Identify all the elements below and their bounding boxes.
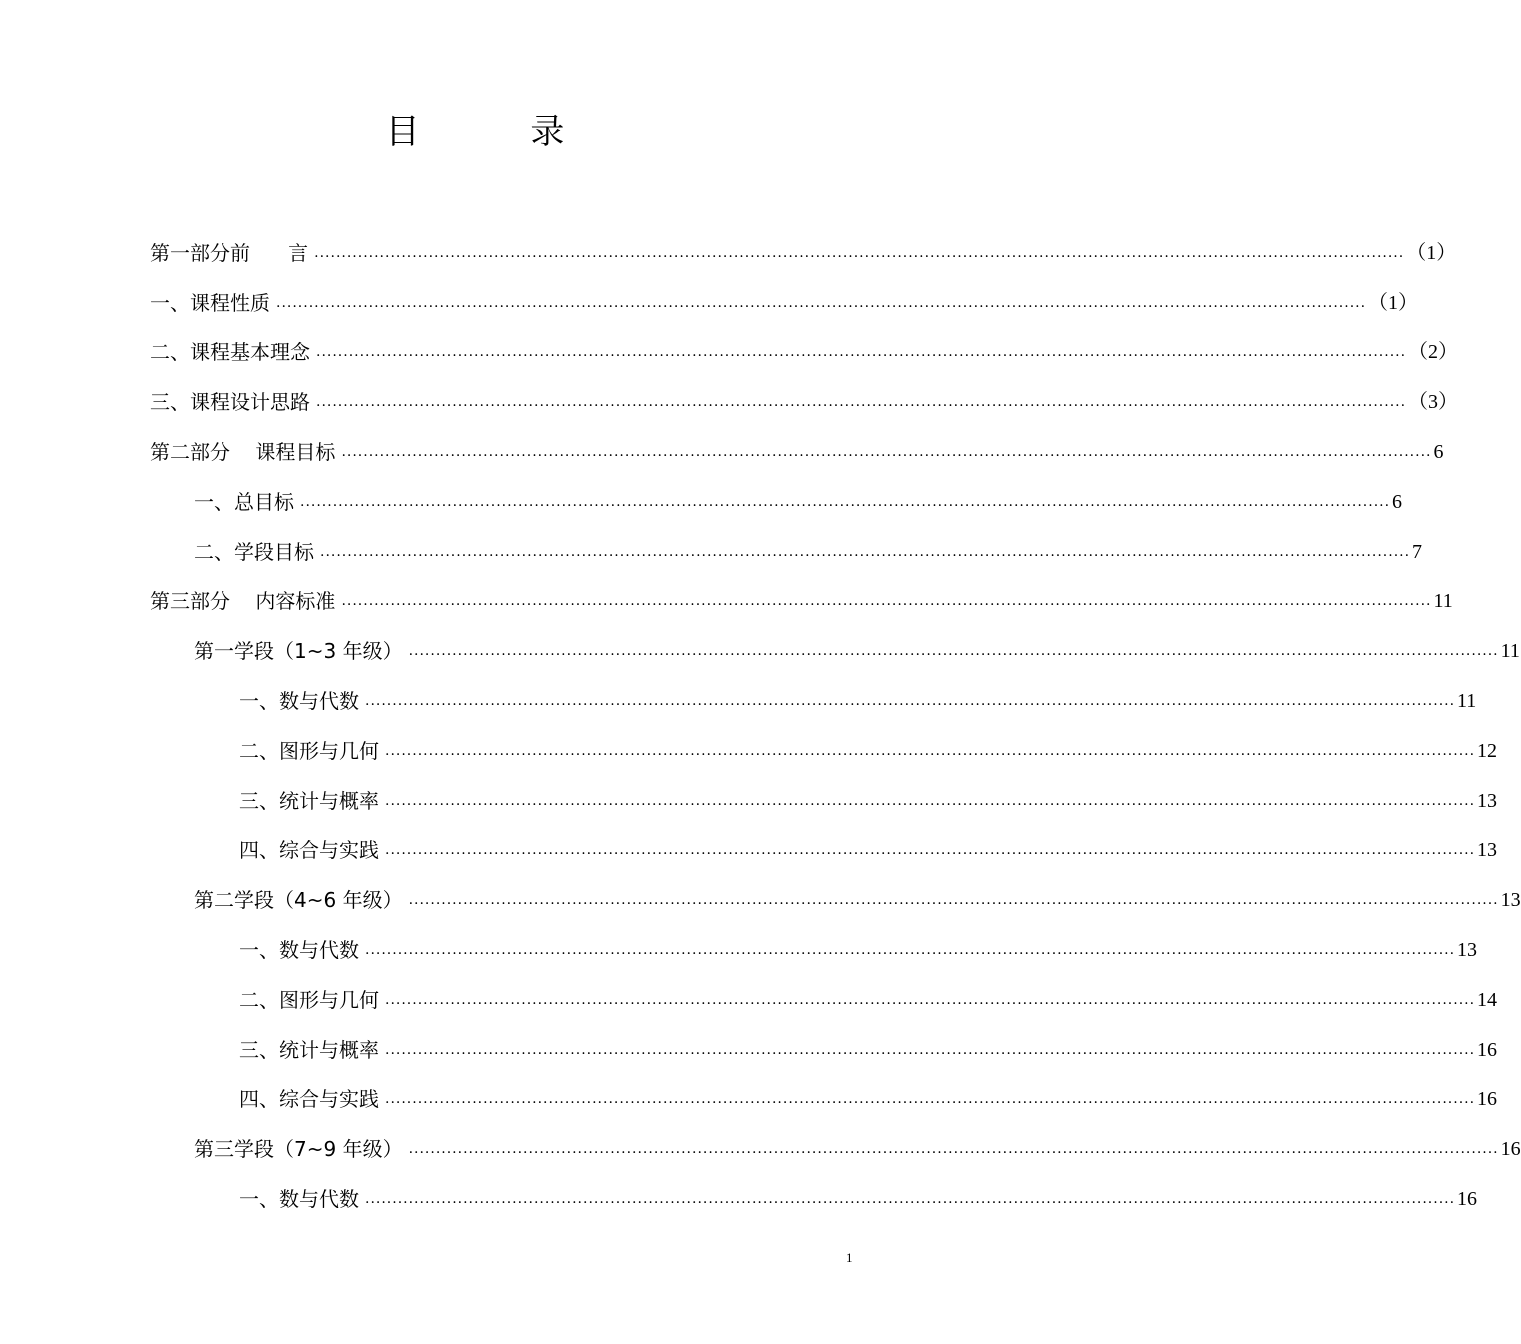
toc-entry-label: 四、综合与实践 [239,838,379,863]
dot-leader: ........................................................................................................................................................................................................ [300,493,1391,510]
toc-entry[interactable] [150,222,1457,272]
toc-entry-label: 三、课程设计思路 [150,390,310,415]
toc-entry-page: 13 [1500,889,1521,912]
dot-leader: ........................................................................................................................................................................................................ [385,742,1476,759]
toc-entry-page: 16 [1477,1038,1498,1061]
toc-entry-label: 二、图形与几何 [239,738,379,763]
toc-entry-page: 11 [1457,689,1477,712]
table-of-contents [150,222,1521,1218]
toc-entry[interactable] [150,869,1521,919]
toc-entry-label: 三、统计与概率 [239,1037,379,1062]
toc-entry-page: 16 [1457,1187,1478,1210]
toc-entry-page: 11 [1500,640,1520,663]
toc-entry-label: 一、数与代数 [239,937,359,962]
toc-entry[interactable] [150,322,1459,372]
toc-entry-label: 第一部分前 言 [150,240,309,265]
toc-entry-page: 13 [1477,789,1498,812]
dot-leader: ........................................................................................................................................................................................................ [385,842,1476,859]
toc-entry[interactable] [150,1168,1478,1218]
dot-leader: ........................................................................................................................................................................................................ [365,692,1456,709]
dot-leader: ........................................................................................................................................................................................................ [365,941,1456,958]
toc-entry[interactable] [150,919,1478,969]
dot-leader: ........................................................................................................................................................................................................ [408,892,1499,909]
dot-leader: ........................................................................................................................................................................................................ [385,1091,1476,1108]
dot-leader: ........................................................................................................................................................................................................ [341,593,1432,610]
toc-title: 目 录 [385,112,615,152]
toc-entry-label: 四、综合与实践 [239,1087,379,1112]
toc-entry[interactable] [150,1118,1521,1168]
dot-leader: ........................................................................................................................................................................................................ [316,344,1407,361]
toc-entry[interactable] [150,272,1419,322]
toc-entry-page: 16 [1500,1138,1521,1161]
toc-entry-label: 二、学段目标 [194,539,314,564]
toc-entry-label: 一、数与代数 [239,688,359,713]
toc-entry-label: 第二部分 课程目标 [150,439,336,464]
toc-entry-label: 第三学段（7~9 年级） [194,1137,403,1162]
toc-entry-label: 第三部分 内容标准 [150,589,336,614]
toc-entry-label: 三、统计与概率 [239,788,379,813]
toc-entry-page: 12 [1477,739,1498,762]
dot-leader: ........................................................................................................................................................................................................ [385,792,1476,809]
toc-entry-page: （1） [1406,241,1457,264]
toc-entry[interactable] [150,1069,1498,1119]
toc-entry[interactable] [150,620,1520,670]
toc-entry[interactable] [150,471,1403,521]
toc-entry-page: （1） [1368,291,1419,314]
dot-leader: ........................................................................................................................................................................................................ [408,643,1499,660]
toc-entry-page: 11 [1433,590,1453,613]
toc-entry-label: 第二学段（4~6 年级） [194,888,403,913]
toc-entry[interactable] [150,820,1498,870]
toc-entry-label: 二、图形与几何 [239,987,379,1012]
dot-leader: ........................................................................................................................................................................................................ [385,991,1476,1008]
page-number: 1 [846,1250,853,1265]
toc-entry-page: 14 [1477,988,1498,1011]
dot-leader: ........................................................................................................................................................................................................ [320,543,1411,560]
toc-entry-label: 一、课程性质 [150,290,270,315]
dot-leader: ........................................................................................................................................................................................................ [385,1041,1476,1058]
dot-leader: ........................................................................................................................................................................................................ [341,443,1432,460]
dot-leader: ........................................................................................................................................................................................................ [408,1141,1499,1158]
toc-entry[interactable] [150,571,1453,621]
dot-leader: ........................................................................................................................................................................................................ [365,1190,1456,1207]
dot-leader: ........................................................................................................................................................................................................ [316,394,1407,411]
toc-entry-page: 6 [1433,440,1444,463]
toc-entry[interactable] [150,670,1477,720]
toc-entry-page: 16 [1477,1088,1498,1111]
toc-entry[interactable] [150,521,1423,571]
toc-entry-page: 13 [1477,839,1498,862]
toc-entry-label: 一、数与代数 [239,1186,359,1211]
toc-entry[interactable] [150,720,1498,770]
toc-entry-page: 6 [1392,490,1403,513]
toc-entry[interactable] [150,770,1498,820]
toc-entry-page: 13 [1457,938,1478,961]
toc-entry-page: （2） [1408,341,1459,364]
dot-leader: ........................................................................................................................................................................................................ [314,244,1405,261]
toc-entry-page: （3） [1408,391,1459,414]
dot-leader: ........................................................................................................................................................................................................ [276,294,1367,311]
toc-entry[interactable] [150,969,1498,1019]
toc-entry[interactable] [150,1019,1498,1069]
toc-entry-label: 第一学段（1~3 年级） [194,639,403,664]
toc-entry-label: 二、课程基本理念 [150,340,310,365]
toc-entry-label: 一、总目标 [194,489,294,514]
toc-entry[interactable] [150,421,1444,471]
toc-entry-page: 7 [1412,540,1423,563]
toc-entry[interactable] [150,371,1459,421]
